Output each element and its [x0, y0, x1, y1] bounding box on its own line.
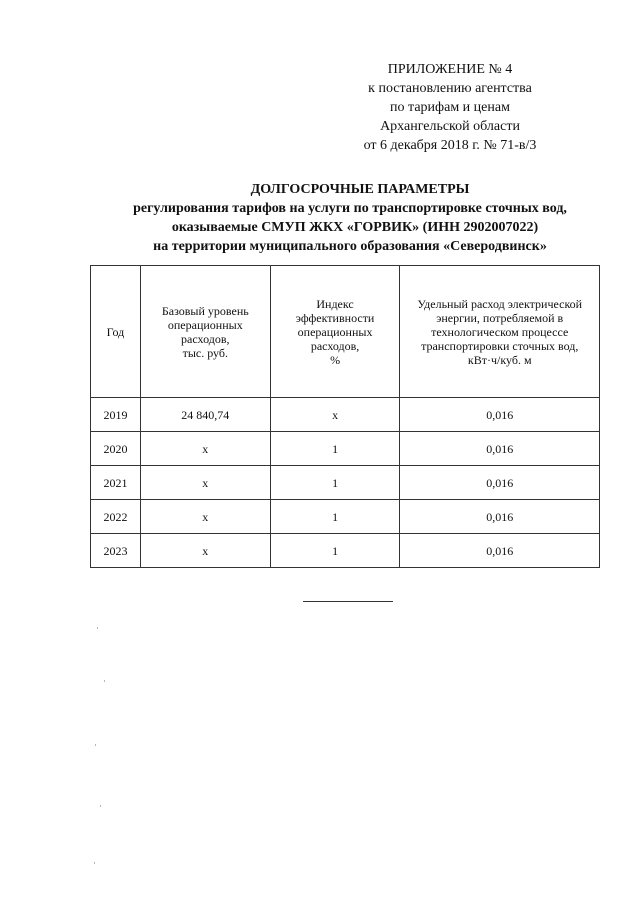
cell-year: 2021 — [91, 466, 141, 500]
cell-specific-consumption: 0,016 — [400, 466, 600, 500]
document-title — [60, 180, 640, 256]
cell-efficiency-index: 1 — [270, 534, 400, 568]
table-row — [91, 398, 600, 432]
scan-speck — [94, 862, 95, 864]
title-subject: регулирования тарифов на услуги по транспортировке сточных вод, — [133, 201, 567, 216]
cell-base-level: х — [140, 500, 270, 534]
header-specific-consumption: Удельный расход электрической энергии, потребляемой в технологическом процессе транспортировки сточных вод, кВт·ч/куб. м — [400, 266, 600, 398]
cell-base-level: х — [140, 432, 270, 466]
header-year: Год — [91, 266, 141, 398]
appendix-header — [330, 60, 570, 155]
appendix-reference: к постановлению агентства — [368, 81, 532, 96]
cell-year: 2019 — [91, 398, 141, 432]
table-row — [91, 500, 600, 534]
cell-specific-consumption: 0,016 — [400, 500, 600, 534]
appendix-agency: по тарифам и ценам — [390, 100, 510, 115]
table-header-row — [91, 266, 600, 398]
scan-speck — [100, 805, 101, 807]
cell-base-level: х — [140, 534, 270, 568]
cell-base-level: х — [140, 466, 270, 500]
parameters-table — [90, 265, 600, 568]
title-heading: ДОЛГОСРОЧНЫЕ ПАРАМЕТРЫ — [250, 182, 470, 197]
table-row — [91, 432, 600, 466]
header-efficiency-index: Индекс эффективности операционных расходов, % — [270, 266, 400, 398]
cell-specific-consumption: 0,016 — [400, 398, 600, 432]
table-row — [91, 534, 600, 568]
scan-speck — [104, 680, 105, 682]
title-territory: на территории муниципального образования «Северодвинск» — [153, 239, 547, 254]
closing-rule — [303, 601, 393, 602]
cell-efficiency-index: х — [270, 398, 400, 432]
appendix-number: ПРИЛОЖЕНИЕ № 4 — [387, 62, 513, 77]
cell-efficiency-index: 1 — [270, 466, 400, 500]
cell-efficiency-index: 1 — [270, 432, 400, 466]
cell-specific-consumption: 0,016 — [400, 432, 600, 466]
cell-year: 2022 — [91, 500, 141, 534]
scan-speck — [97, 627, 98, 629]
header-base-level: Базовый уровень операционных расходов, тыс. руб. — [140, 266, 270, 398]
appendix-date: от 6 декабря 2018 г. № 71-в/3 — [363, 138, 537, 153]
scan-speck — [95, 744, 96, 746]
appendix-region: Архангельской области — [380, 119, 520, 134]
cell-year: 2020 — [91, 432, 141, 466]
table-row — [91, 466, 600, 500]
cell-year: 2023 — [91, 534, 141, 568]
cell-efficiency-index: 1 — [270, 500, 400, 534]
cell-specific-consumption: 0,016 — [400, 534, 600, 568]
cell-base-level: 24 840,74 — [140, 398, 270, 432]
title-provider: оказываемые СМУП ЖКХ «ГОРВИК» (ИНН 2902007022) — [171, 220, 539, 235]
